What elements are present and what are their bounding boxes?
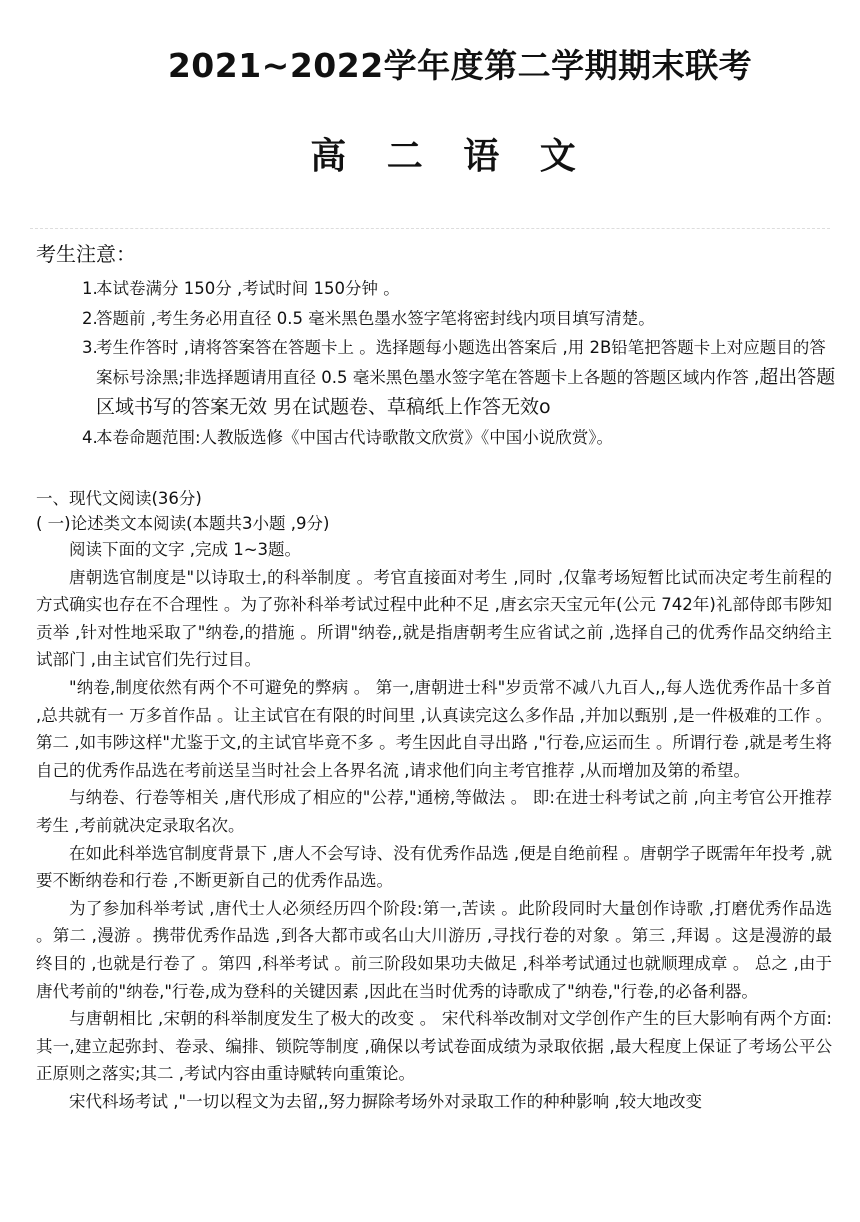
passage-paragraph: 为了参加科举考试 ,唐代士人必须经历四个阶段:第一,苦读 。此阶段同时大量创作诗歌 ,打磨优秀作品选 。第二 ,漫游 。携带优秀作品选 ,到各大都市或名山大川游历 ,寻找行卷的对象 。第三 ,拜谒 。这是漫游的最终目的 ,也就是行卷了 。第四 ,科举考试 。前三阶段如果功夫做足 ,科举考试通过也就顺理成章 。 总之 ,由于唐代考前的"纳卷,"行卷,成为登科的关键因素 ,因此在当时优秀的诗歌成了"纳卷,"行卷,的必备利器。 — [36, 898, 832, 1001]
notice-heading: 考生注意： — [36, 242, 136, 266]
exam-title: 2021~2022学年度第二学期期末联考 — [167, 46, 753, 85]
passage-paragraph: 宋代科场考试 ,"一切以程文为去留,,努力摒除考场外对录取工作的种种影响 ,较大地改变 — [69, 1091, 703, 1111]
notice-item-text: 答题前 ,考生务必用直径 0.5 毫米黑色墨水签字笔将密封线内项目填写清楚。 — [96, 308, 655, 328]
notice-item-text-emphasis: 超出答题区域书写的答案无效 男在试题卷、草稿纸上作答无效o — [96, 365, 836, 418]
subject-title: 高 二 语 文 — [310, 136, 590, 177]
subsection-heading: ( 一)论述类文本阅读(本题共3小题 ,9分) — [36, 514, 330, 533]
passage-paragraph: 与唐朝相比 ,宋朝的科举制度发生了极大的改变 。 宋代科举改制对文学创作产生的巨大影响有两个方面:其一,建立起弥封、卷录、编排、锁院等制度 ,确保以考试卷面成绩为录取依据 ,最大程度上保证了考场公平公正原则之落实;其二 ,考试内容由重诗赋转向重策论。 — [36, 1009, 832, 1084]
notice-item — [36, 305, 836, 333]
notice-list — [36, 275, 836, 451]
notice-block — [36, 238, 836, 453]
notice-item-number: 3. — [82, 338, 98, 357]
passage-paragraph: "纳卷,制度依然有两个不可避免的弊病 。 第一,唐朝进士科"岁贡常不减八九百人,,每人选优秀作品十多首 ,总共就有一 万多首作品 。让主试官在有限的时间里 ,认真读完这么多作品 ,并加以甄别 ,是一件极难的工作 。第二 ,如韦陟这样"尤鉴于文,的主试官毕竟不多 。考生因此自寻出路 ,"行卷,应运而生 。所谓行卷 ,就是考生将自己的优秀作品选在考前送呈当时社会上各界名流 ,请求他们向主考官推荐 ,从而增加及第的希望。 — [36, 677, 832, 780]
notice-item-text: 本卷命题范围:人教版选修《中国古代诗歌散文欣赏》《中国小说欣赏》。 — [96, 427, 614, 447]
passage-paragraph: 与纳卷、行卷等相关 ,唐代形成了相应的"公荐,"通榜,等做法 。 即:在进士科考试之前 ,向主考官公开推荐考生 ,考前就决定录取名次。 — [36, 788, 832, 835]
notice-item — [36, 424, 836, 452]
passage-paragraph: 在如此科举选官制度背景下 ,唐人不会写诗、没有优秀作品选 ,便是自绝前程 。唐朝学子既需年年投考 ,就要不断纳卷和行卷 ,不断更新自己的优秀作品选。 — [36, 843, 832, 891]
instruction-text: 阅读下面的文字 ,完成 1~3题。 — [69, 540, 302, 559]
divider — [30, 228, 830, 229]
notice-item-text: 本试卷满分 150分 ,考试时间 150分钟 。 — [96, 279, 400, 298]
notice-item-number: 2. — [82, 308, 98, 328]
notice-item — [36, 334, 836, 422]
notice-item — [36, 275, 836, 303]
notice-item-number: 4. — [82, 427, 98, 447]
notice-item-text: 考生作答时 ,请将答案答在答题卡上 。选择题每小题选出答案后 ,用 2B铅笔把答题卡上对应题目的答案标号涂黑;非选择题请用直径 0.5 毫米黑色墨水签字笔在答题卡上各题的答题区域内作答 , — [96, 338, 826, 387]
reading-section — [36, 486, 832, 1115]
passage-paragraph: 唐朝选官制度是"以诗取士,的科举制度 。考官直接面对考生 ,同时 ,仅靠考场短暂比试而决定考生前程的方式确实也存在不合理性 。为了弥补科举考试过程中此种不足 ,唐玄宗天宝元年(公元 742年)礼部侍郎韦陟知贡举 ,针对性地采取了"纳卷,的措施 。所谓"纳卷,,就是指唐朝考生应省试之前 ,选择自己的优秀作品交纳给主试部门 ,由主试官们先行过目。 — [36, 567, 832, 670]
notice-item-number: 1. — [82, 279, 98, 298]
section-heading: 一、现代文阅读(36分) — [36, 489, 202, 508]
